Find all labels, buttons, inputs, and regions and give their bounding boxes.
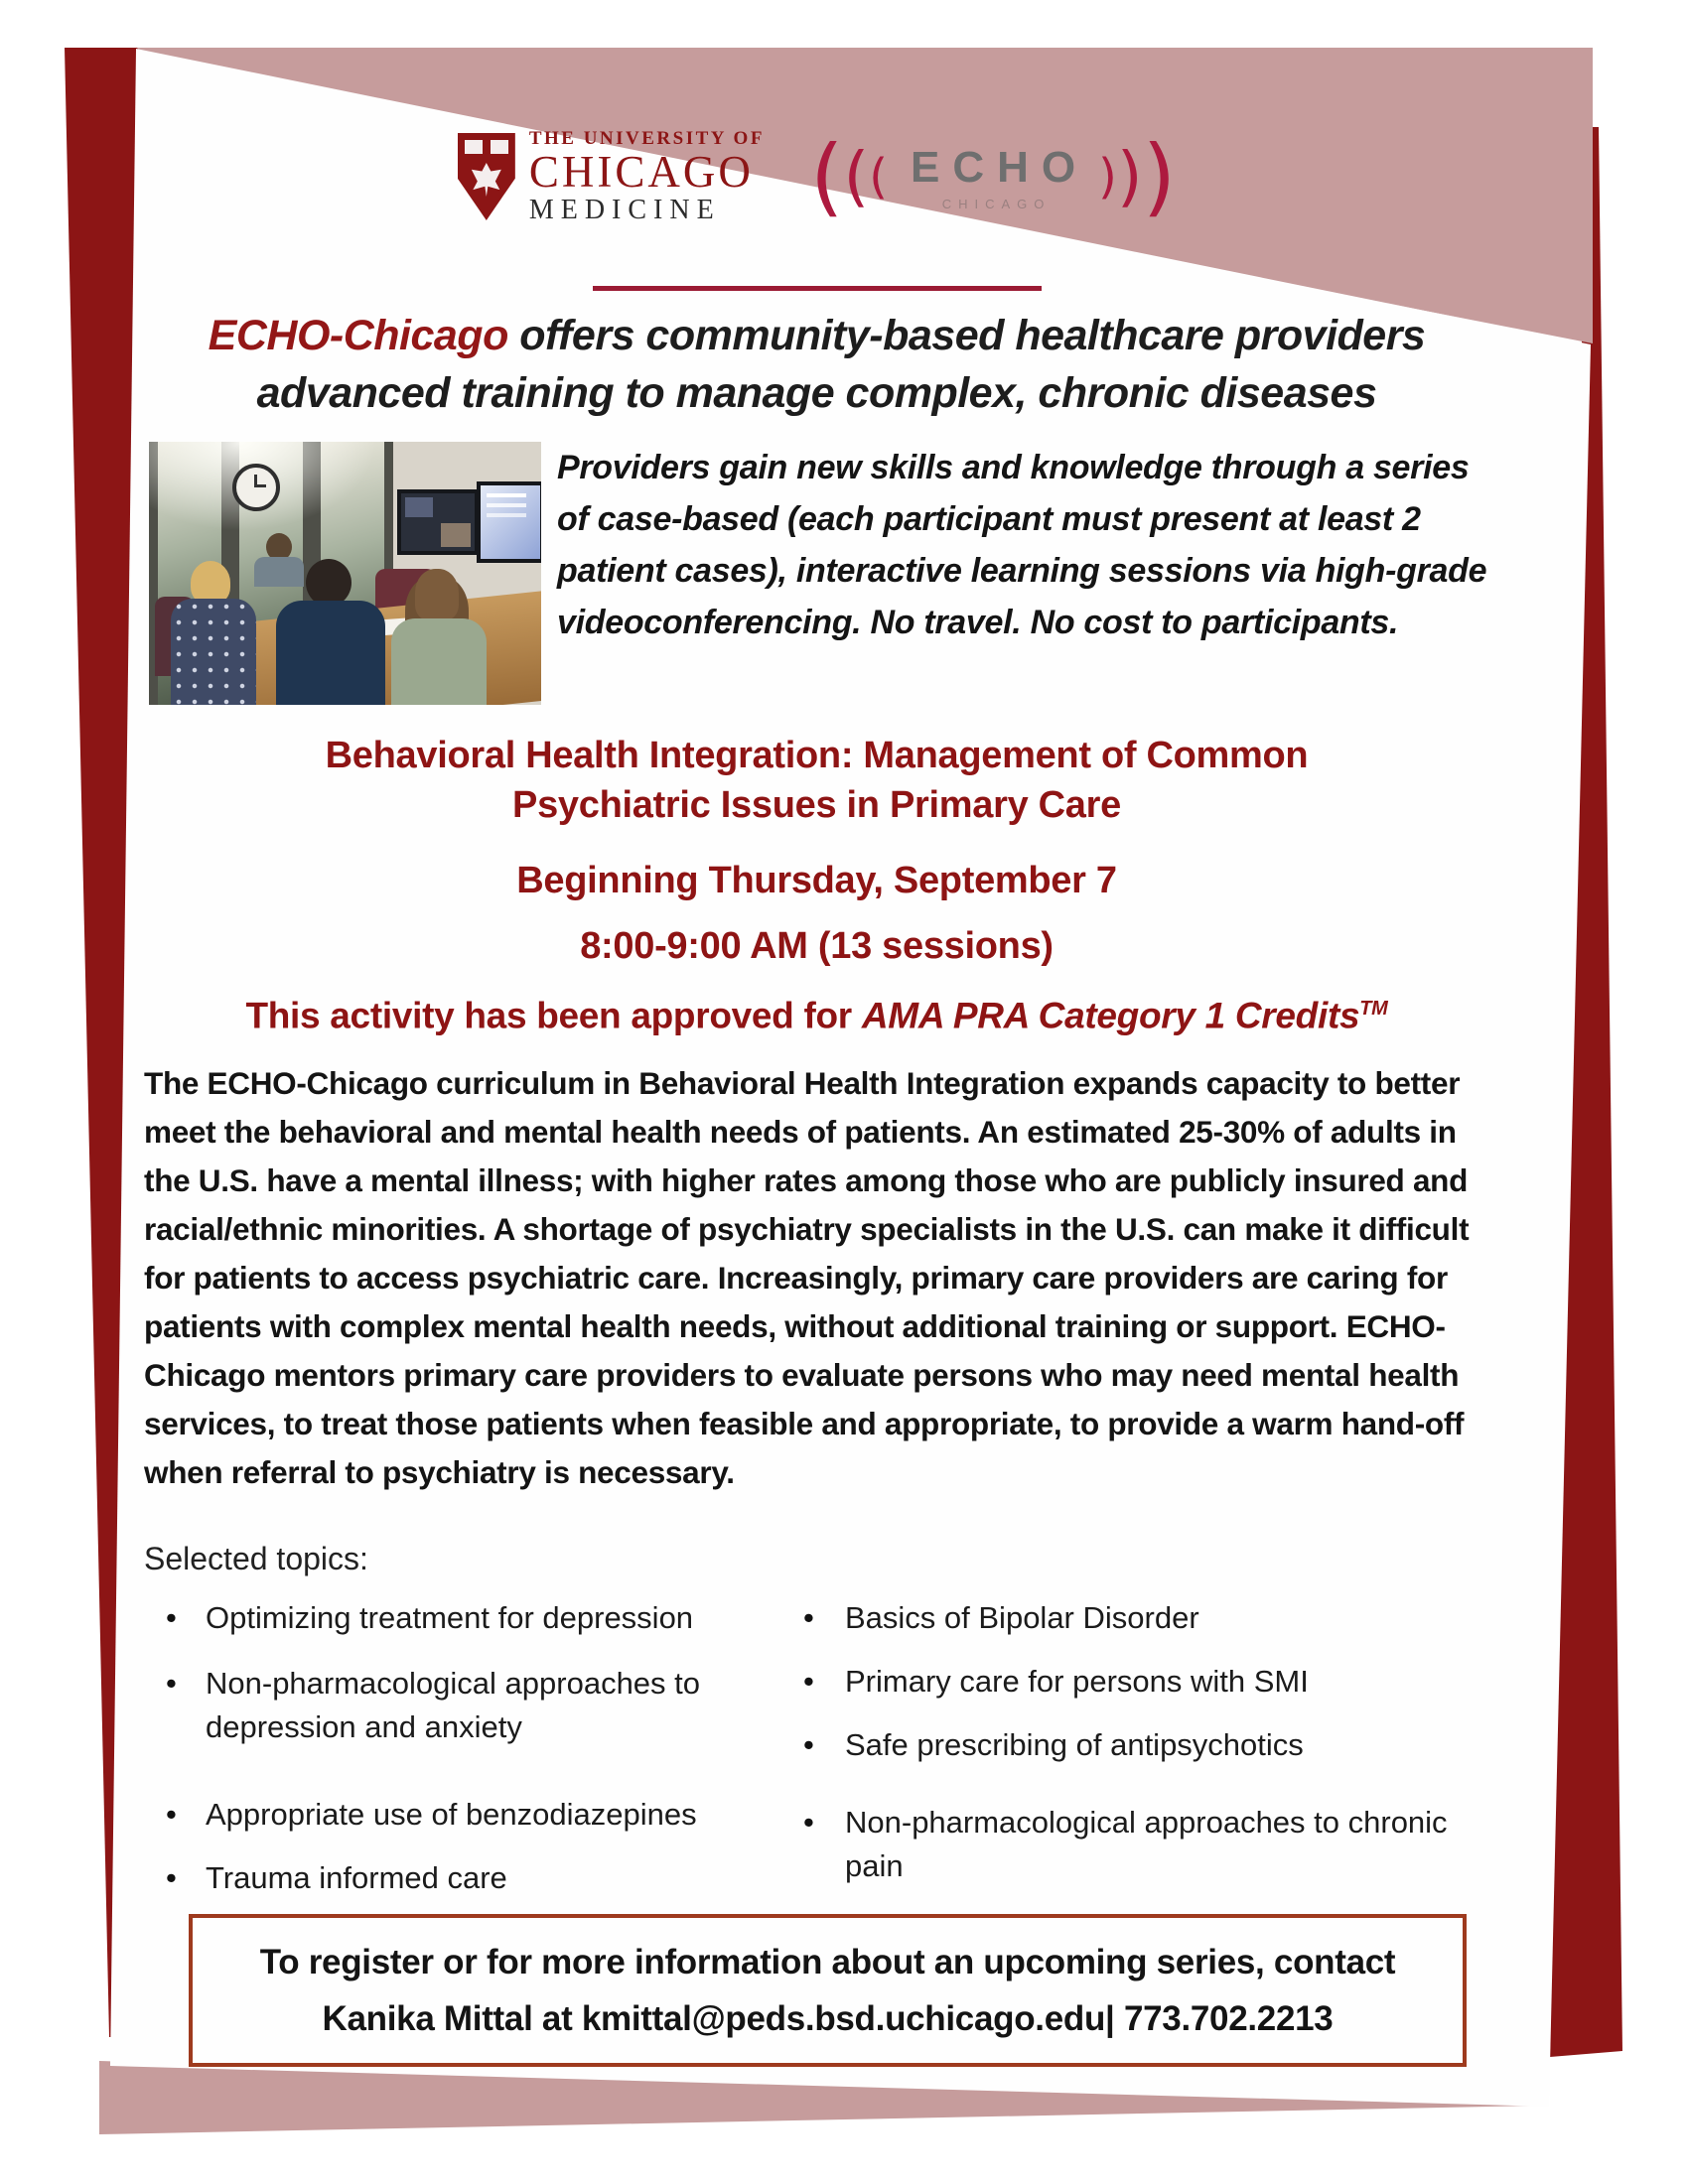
medicine-label: MEDICINE <box>528 194 721 225</box>
topics-column-left <box>144 1596 799 1900</box>
contact-line2: Kanika Mittal at kmittal@peds.bsd.uchicago.edu| 773.702.2213 <box>322 1999 1334 2039</box>
intro-section <box>144 442 1489 705</box>
echo-arc-icon: ) <box>1142 127 1177 226</box>
credits-prefix: This activity has been approved for <box>245 995 862 1036</box>
topic-item: • Basics of Bipolar Disorder <box>799 1596 1489 1640</box>
shield-book-icon <box>465 140 483 154</box>
university-of-label: THE UNIVERSITY OF <box>528 127 765 149</box>
trademark-superscript: TM <box>1359 998 1388 1020</box>
flyer-content <box>144 60 1489 2067</box>
videoconference-room-photo <box>149 442 541 705</box>
contact-line1: To register or for more information about an upcoming series, contact <box>259 1943 1396 1982</box>
echo-arc-icon: ( <box>869 149 888 205</box>
topics-column-right <box>799 1596 1489 1900</box>
curriculum-description: The ECHO-Chicago curriculum in Behavioral Health Integration expands capacity to better meet the behavioral and mental health needs of patients. An estimated 25-30% of adults in the U.S. have a mental illness; with higher rates among those who are publicly insured and racial/ethnic minorities. A shortage of psychiatry specialists in the U.S. can make it difficult for patients to access psychiatric care. Increasingly, primary care providers are caring for patients with complex mental health needs, without additional training or support. ECHO-Chicago mentors primary care providers to evaluate persons who may need mental health services, to treat those patients when feasible and appropriate, to provide a warm hand-off when referral to psychiatry is necessary. <box>144 1065 1470 1491</box>
topic-item: • Non-pharmacological approaches to depression and anxiety <box>144 1662 799 1749</box>
photo-wall-clock <box>232 464 280 511</box>
echo-chicago-label: CHICAGO <box>941 196 1052 211</box>
echo-arc-icon: ) <box>1116 138 1143 214</box>
photo-person-back-body <box>254 557 304 587</box>
course-heading-line1: Behavioral Health Integration: Management of Common <box>325 735 1309 776</box>
topics-columns <box>144 1596 1489 1900</box>
chicago-label: CHICAGO <box>528 146 754 197</box>
echo-label: ECHO <box>911 142 1089 192</box>
topic-item: • Safe prescribing of antipsychotics <box>799 1723 1489 1767</box>
course-heading <box>144 731 1489 830</box>
photo-person-right-body <box>391 618 487 705</box>
course-heading-line2: Psychiatric Issues in Primary Care <box>512 784 1121 826</box>
echo-arc-icon: ( <box>843 138 870 214</box>
echo-arc-icon: ) <box>1098 149 1117 205</box>
photo-person-center-body <box>276 601 385 705</box>
credits-name: AMA PRA Category 1 Credits <box>861 995 1360 1036</box>
shield-book-icon <box>491 140 508 154</box>
shield-phoenix-icon <box>472 163 501 197</box>
photo-person-left-body <box>171 599 256 705</box>
photo-monitor-slides <box>477 481 541 563</box>
course-time: 8:00-9:00 AM (13 sessions) <box>580 925 1054 967</box>
topic-item: • Non-pharmacological approaches to chronic pain <box>799 1801 1489 1888</box>
credits-statement <box>144 983 1489 1041</box>
uchicago-wordmark <box>529 129 765 225</box>
topic-item: • Primary care for persons with SMI <box>799 1660 1489 1704</box>
uchicago-shield-icon <box>458 133 515 220</box>
intro-paragraph: Providers gain new skills and knowledge through a series of case-based (each participant must present at least 2 patient cases), interactive learning sessions via high-grade videoconferencing. No travel. No cost to participants. <box>557 449 1487 641</box>
flyer-title-line1: offers community-based healthcare providers <box>507 312 1426 359</box>
logo-row <box>144 121 1489 232</box>
topic-item: • Optimizing treatment for depression <box>144 1596 799 1640</box>
flyer-title-line2: advanced training to manage complex, chronic diseases <box>256 369 1377 417</box>
header-divider <box>593 286 1042 291</box>
echo-wordmark <box>898 143 1088 211</box>
uchicago-medicine-logo <box>458 129 765 225</box>
echo-chicago-logo <box>809 127 1177 226</box>
photo-person-right-head <box>415 569 459 620</box>
registration-contact-box <box>189 1914 1467 2067</box>
flyer-title-highlight: ECHO-Chicago <box>208 312 508 359</box>
course-start-date: Beginning Thursday, September 7 <box>516 860 1117 901</box>
echo-arc-icon: ( <box>809 127 844 226</box>
topic-item: • Trauma informed care <box>144 1856 799 1900</box>
selected-topics-label: Selected topics: <box>144 1541 368 1577</box>
photo-person-center-head <box>306 559 352 607</box>
photo-monitor-participants <box>397 489 479 555</box>
topic-item: • Appropriate use of benzodiazepines <box>144 1793 799 1837</box>
flyer-title <box>144 307 1489 422</box>
